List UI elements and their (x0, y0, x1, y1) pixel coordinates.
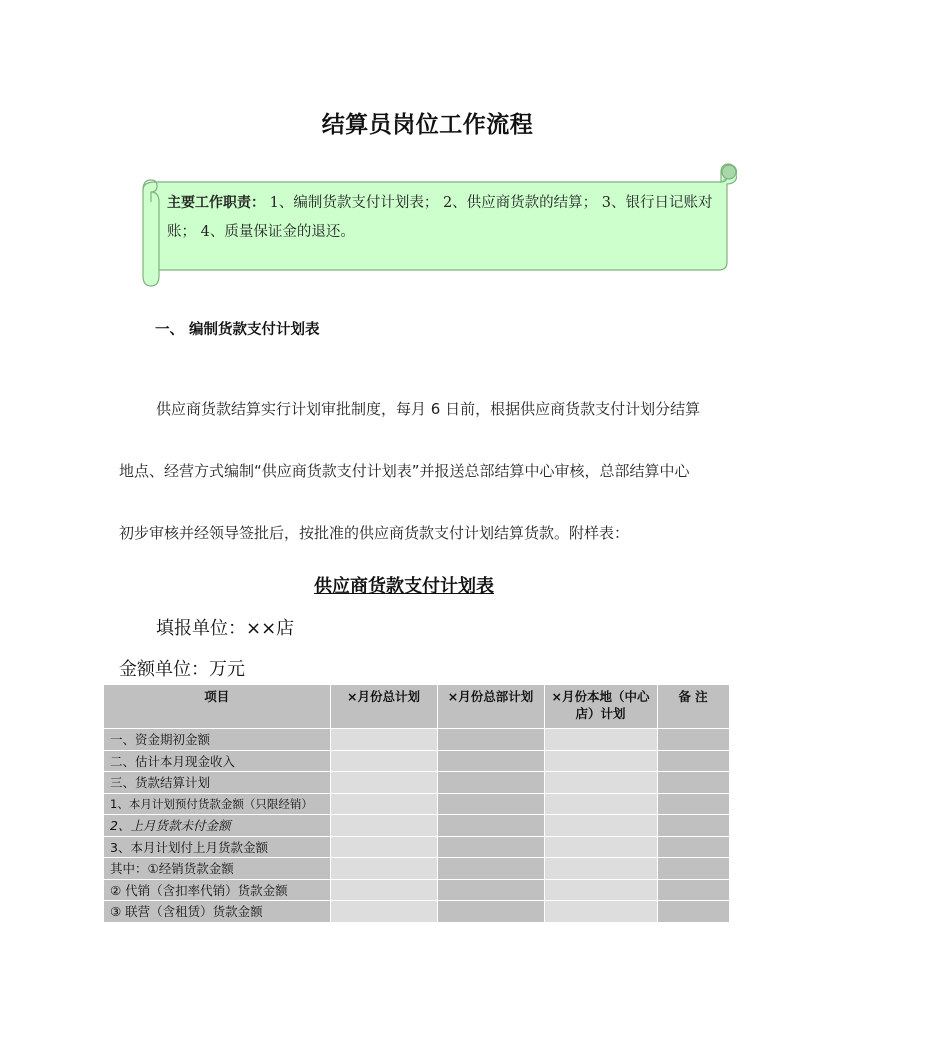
table-row (104, 729, 729, 751)
cell (657, 729, 729, 751)
cell (544, 750, 657, 772)
cell (437, 793, 544, 815)
duties-text (167, 189, 719, 247)
row-label: ③ 联营（含租赁）货款金额 (104, 901, 330, 923)
row-label: 二、估计本月现金收入 (104, 750, 330, 772)
header-hq-plan: ×月份总部计划 (437, 685, 544, 729)
table-row (104, 815, 729, 837)
cell (544, 793, 657, 815)
section-heading-1: 一、 编制货款支付计划表 (155, 322, 320, 338)
row-label: ② 代销（含扣率代销）货款金额 (104, 879, 330, 901)
header-remarks: 备 注 (657, 685, 729, 729)
table-row (104, 772, 729, 794)
cell (657, 858, 729, 880)
cell (330, 815, 437, 837)
cell (437, 772, 544, 794)
table-row (104, 836, 729, 858)
row-label: 一、资金期初金额 (104, 729, 330, 751)
table-row (104, 901, 729, 923)
row-label: 3、本月计划付上月货款金额 (104, 836, 330, 858)
cell (437, 901, 544, 923)
cell (437, 729, 544, 751)
payment-plan-table (104, 685, 730, 923)
cell (330, 750, 437, 772)
cell (657, 815, 729, 837)
cell (544, 772, 657, 794)
row-label: 1、本月计划预付货款金额（只限经销） (104, 793, 330, 815)
cell (330, 729, 437, 751)
table-row (104, 750, 729, 772)
row-label: 三、货款结算计划 (104, 772, 330, 794)
cell (437, 815, 544, 837)
cell (544, 815, 657, 837)
header-local-plan: ×月份本地（中心店）计划 (544, 685, 657, 729)
paragraph-line-1: 供应商货款结算实行计划审批制度，每月 6 日前，根据供应商货款支付计划分结算 (156, 400, 701, 418)
duties-lead: 主要工作职责： (167, 195, 265, 211)
duties-body: 1、编制货款支付计划表； 2、供应商货款的结算； 3、银行日记账对账； 4、质量保证金的退还。 (167, 195, 713, 240)
table-title: 供应商货款支付计划表 (314, 576, 494, 597)
table-header-row (104, 685, 729, 729)
table-row (104, 879, 729, 901)
cell (330, 858, 437, 880)
amount-unit-label: 金额单位：万元 (119, 659, 245, 680)
cell (657, 772, 729, 794)
cell (437, 879, 544, 901)
paragraph-line-2: 地点、经营方式编制“供应商货款支付计划表”并报送总部结算中心审核，总部结算中心 (119, 462, 690, 480)
cell (544, 879, 657, 901)
cell (330, 879, 437, 901)
table-row (104, 793, 729, 815)
duties-scroll-banner (141, 162, 737, 287)
cell (544, 729, 657, 751)
cell (330, 793, 437, 815)
header-total-plan: ×月份总计划 (330, 685, 437, 729)
paragraph-line-3: 初步审核并经领导签批后，按批准的供应商货款支付计划结算货款。附样表： (119, 524, 630, 542)
cell (544, 901, 657, 923)
cell (437, 836, 544, 858)
cell (657, 836, 729, 858)
row-label: 其中：①经销货款金额 (104, 858, 330, 880)
cell (437, 750, 544, 772)
fill-unit-label: 填报单位：××店 (156, 618, 295, 639)
cell (544, 858, 657, 880)
page-title: 结算员岗位工作流程 (321, 112, 534, 138)
cell (544, 836, 657, 858)
header-item: 项目 (104, 685, 330, 729)
cell (330, 836, 437, 858)
table-row (104, 858, 729, 880)
cell (657, 793, 729, 815)
cell (657, 879, 729, 901)
cell (657, 901, 729, 923)
row-label: 2、上月货款未付金额 (104, 815, 330, 837)
cell (437, 858, 544, 880)
cell (330, 901, 437, 923)
cell (657, 750, 729, 772)
cell (330, 772, 437, 794)
